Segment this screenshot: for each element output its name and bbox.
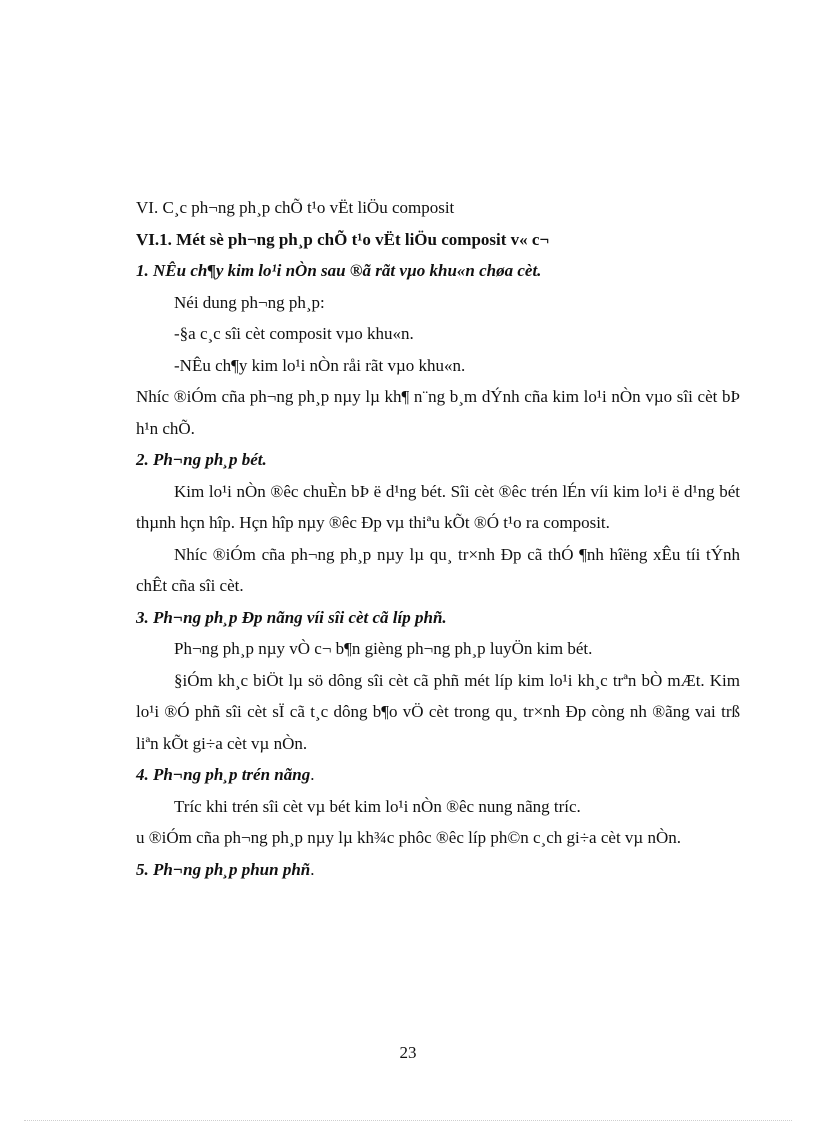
method-heading xyxy=(136,854,740,886)
method-heading-tail: . xyxy=(310,859,315,879)
list-item: -§a c¸c sîi cèt composit vµo khu«n. xyxy=(174,324,414,343)
body-paragraph: Nhíc ®iÓm cña ph¬ng ph¸p nµy lµ kh¶ n¨ng b¸m dÝnh cña kim lo¹i nÒn vµo sîi cèt bÞ h¹n chÕ. xyxy=(136,387,740,438)
method-heading-tail: . xyxy=(310,765,315,784)
method-heading-text: 5. Ph¬ng ph¸p phun phñ xyxy=(136,859,311,879)
method-heading: 2. Ph¬ng ph¸p bét. xyxy=(136,450,267,469)
section-heading: VI. C¸c ph¬ng ph¸p chÕ t¹o vËt liÖu composit xyxy=(136,198,455,217)
document-body xyxy=(136,192,740,885)
body-paragraph: Kim lo¹i nÒn ®êc chuÈn bÞ ë d¹ng bét. Sîi cèt ®êc trén lÉn víi kim lo¹i ë d¹ng bét thµnh hçn hîp. Hçn hîp nµy ®êc Ðp vµ thiªu kÕt ®Ó t¹o ra composit. xyxy=(136,481,740,532)
list-item: -NÊu ch¶y kim lo¹i nÒn råi rãt vµo khu«n. xyxy=(174,355,466,375)
method-heading xyxy=(136,759,740,791)
body-paragraph: Nhíc ®iÓm cña ph¬ng ph¸p nµy lµ qu¸ tr×nh Ðp cã thÓ ¶nh hîëng xÊu tíi tÝnh chÊt cña sîi cèt. xyxy=(136,544,740,595)
body-paragraph: Tríc khi trén sîi cèt vµ bét kim lo¹i nÒn ®êc nung nãng tríc. xyxy=(174,796,581,816)
subsection-heading: VI.1. Mét sè ph¬ng ph¸p chÕ t¹o vËt liÖu composit v« c¬ xyxy=(136,229,550,249)
body-paragraph: u ®iÓm cña ph¬ng ph¸p nµy lµ kh¾c phôc ®êc líp ph©n c¸ch gi÷a cèt vµ nÒn. xyxy=(136,828,681,847)
page-bottom-rule xyxy=(24,1120,792,1121)
body-paragraph: Néi dung ph¬ng ph¸p: xyxy=(174,292,325,312)
body-paragraph: §iÓm kh¸c biÖt lµ sö dông sîi cèt cã phñ mét líp kim lo¹i kh¸c trªn bÒ mÆt. Kim lo¹i ®Ó phñ sîi cèt sÏ cã t¸c dông b¶o vÖ cèt trong qu¸ tr×nh Ðp còng nh ®ãng vai trß liªn kÕt gi÷a cèt vµ nÒn. xyxy=(136,670,740,753)
method-heading: 3. Ph¬ng ph¸p Ðp nãng víi sîi cèt cã líp phñ. xyxy=(136,607,447,627)
method-heading: 1. NÊu ch¶y kim lo¹i nÒn sau ®ã rãt vµo khu«n chøa cèt. xyxy=(136,261,542,280)
page-number: 23 xyxy=(399,1043,417,1062)
method-heading-text: 4. Ph¬ng ph¸p trén nãng xyxy=(136,765,311,784)
body-paragraph: Ph¬ng ph¸p nµy vÒ c¬ b¶n gièng ph¬ng ph¸p luyÖn kim bét. xyxy=(174,639,593,658)
